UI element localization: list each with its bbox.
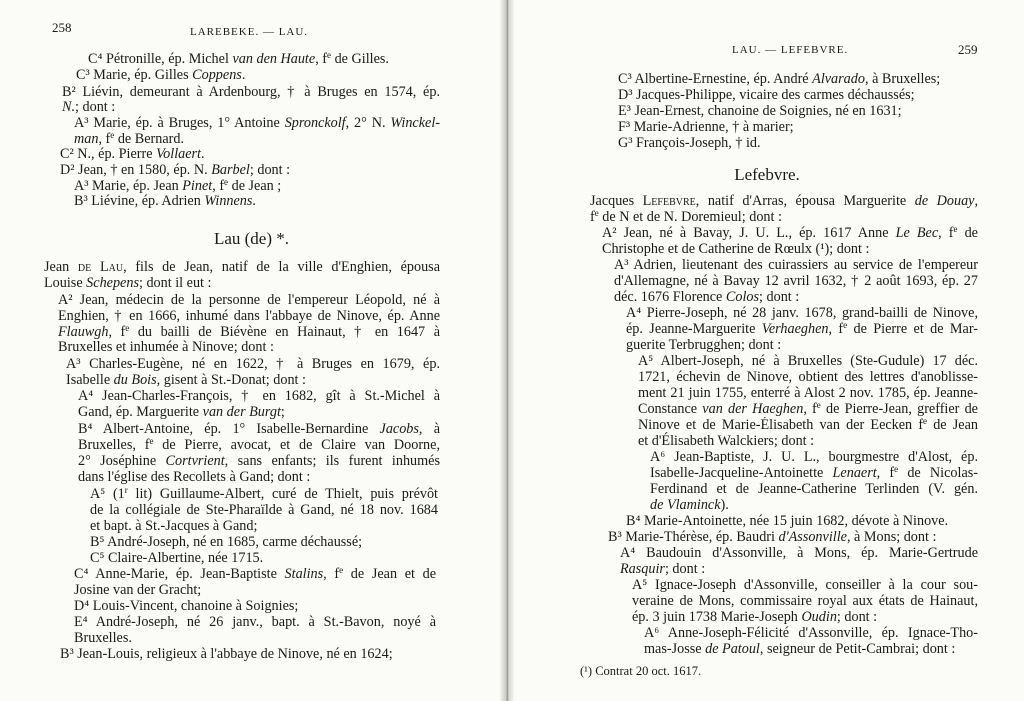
right-page	[510, 0, 1024, 701]
genealogy-line: A⁶ Anne-Joseph-Félicité d'Assonville, ép. Ignace-Tho-	[644, 625, 978, 641]
genealogy-line: B³ Liévine, ép. Adrien Winnens.	[74, 193, 256, 209]
genealogy-line: A⁴ Pierre-Joseph, né 28 janv. 1678, grand-bailli de Ninove,	[626, 305, 978, 321]
genealogy-line: A⁵ Albert-Joseph, né à Bruxelles (Ste-Gudule) 17 déc.	[638, 353, 978, 369]
genealogy-line: A³ Marie, ép. Jean Pinet, $f^e$ de Jean ;	[74, 177, 282, 194]
genealogy-line: Isabelle-Jacqueline-Antoinette Lenaert, $f^e$ de Nicolas-	[650, 465, 978, 481]
genealogy-line: E³ Jean-Ernest, chanoine de Soignies, né en 1631;	[618, 103, 902, 119]
genealogy-line: ép. 3 juin 1738 Marie-Joseph Oudin; dont :	[632, 609, 878, 625]
genealogy-line: man, $f^e$ de Bernard.	[74, 130, 184, 147]
genealogy-line: A³ Marie, ép. à Bruges, 1° Antoine Spronckolf, 2° N. Winckel-	[74, 115, 440, 131]
genealogy-line: F³ Marie-Adrienne, † à marier;	[618, 119, 794, 135]
genealogy-line: Flauwgh, $f^e$ du bailli de Biévène en Hainaut, † en 1647 à	[58, 324, 440, 340]
genealogy-line: B² Liévin, demeurant à Ardenbourg, † à Bruges en 1574, ép.	[62, 84, 440, 100]
genealogy-line: A² Jean, né à Bavay, J. U. L., ép. 1617 Anne Le Bec, $f^e$ de	[602, 225, 978, 241]
genealogy-line: Bruxelles.	[74, 630, 132, 646]
genealogy-line: B³ Jean-Louis, religieux à l'abbaye de Ninove, né en 1624;	[60, 646, 393, 662]
genealogy-line: Josine van der Gracht;	[74, 582, 202, 598]
genealogy-line: A³ Adrien, lieutenant des cuirassiers au service de l'empereur	[614, 257, 978, 273]
genealogy-line: A⁵ (1$^r$ lit) Guillaume-Albert, curé de Thielt, puis prévôt	[90, 486, 438, 502]
right-running-head: LAU. — LEFEBVRE.	[732, 44, 849, 56]
genealogy-line: A⁴ Baudouin d'Assonville, à Mons, ép. Marie-Gertrude	[620, 545, 978, 561]
genealogy-line: Isabelle du Bois, gisent à St.-Donat; dont :	[66, 372, 306, 388]
genealogy-line: Jean de Lau, fils de Jean, natif de la ville d'Enghien, épousa	[44, 259, 440, 275]
genealogy-line: C² N., ép. Pierre Vollaert.	[60, 146, 205, 162]
genealogy-line: A⁴ Jean-Charles-François, † en 1682, gît à St.-Michel à	[78, 388, 440, 404]
genealogy-line: mas-Josse de Patoul, seigneur de Petit-Cambrai; dont :	[644, 641, 956, 657]
genealogy-line: et d'Élisabeth Walckiers; dont :	[638, 433, 815, 449]
genealogy-line: C⁴ Anne-Marie, ép. Jean-Baptiste Stalins, $f^e$ de Jean et de	[74, 566, 436, 582]
genealogy-line: D² Jean, † en 1580, ép. N. Barbel; dont :	[60, 162, 291, 178]
section-title-lefebvre: Lefebvre.	[734, 165, 800, 184]
genealogy-line: 2° Joséphine Cortvrient, sans enfants; ils furent inhumés	[78, 453, 440, 469]
genealogy-line: d'Allemagne, né à Bavay 12 avril 1632, † 2 août 1693, ép. 27	[614, 273, 978, 289]
genealogy-line: 1721, échevin de Ninove, obtient des lettres d'anoblisse-	[638, 369, 978, 385]
left-page	[0, 0, 503, 701]
section-title-lau: Lau (de) *.	[213, 229, 290, 248]
genealogy-line: Bruxelles et inhumée à Ninove; dont :	[58, 339, 274, 355]
genealogy-line: Louise Schepens; dont il eut :	[44, 275, 212, 291]
genealogy-line: A⁵ Ignace-Joseph d'Assonville, conseiller à la cour sou-	[632, 577, 978, 593]
genealogy-line: B⁵ André-Joseph, né en 1685, carme déchaussé;	[90, 534, 363, 550]
genealogy-line: guerite Terbrugghen; dont :	[626, 337, 782, 353]
genealogy-line: et bapt. à St.-Jacques à Gand;	[90, 518, 258, 534]
genealogy-line: Gand, ép. Marguerite van der Burgt;	[78, 404, 285, 420]
right-page-number: 259	[958, 42, 978, 57]
genealogy-line: veraine de Mons, commissaire royal aux états de Hainaut,	[632, 593, 978, 609]
genealogy-line: C⁵ Claire-Albertine, née 1715.	[90, 550, 264, 566]
genealogy-line: A³ Charles-Eugène, né en 1622, † à Bruges en 1679, ép.	[66, 356, 440, 372]
genealogy-line: A⁶ Jean-Baptiste, J. U. L., bourgmestre d'Alost, ép.	[650, 449, 978, 465]
genealogy-line: B⁴ Albert-Antoine, ép. 1° Isabelle-Bernardine Jacobs, à	[78, 421, 440, 437]
genealogy-line: de la collégiale de Ste-Pharaïlde à Gand, né 18 nov. 1684	[90, 502, 438, 518]
genealogy-line: Ninove et de Marie-Élisabeth van der Eecken $f^e$ de Jean	[638, 417, 978, 433]
genealogy-line: de Vlaminck).	[650, 497, 729, 513]
genealogy-line: D⁴ Louis-Vincent, chanoine à Soignies;	[74, 598, 299, 614]
genealogy-line: N.; dont :	[62, 99, 116, 115]
genealogy-line: Bruxelles, $f^e$ de Pierre, avocat, et de Claire van Doorne,	[78, 437, 440, 453]
genealogy-line: ép. Jeanne-Marguerite Verhaeghen, $f^e$ de Pierre et de Mar-	[626, 321, 978, 337]
genealogy-line: D³ Jacques-Philippe, vicaire des carmes déchaussés;	[618, 87, 915, 103]
footnote: (¹) Contrat 20 oct. 1617.	[580, 664, 702, 678]
genealogy-line: E⁴ André-Joseph, né 26 janv., bapt. à St.-Bavon, noyé à	[74, 614, 436, 630]
genealogy-line: ment 21 juin 1755, enterré à Alost 2 nov. 1785, ép. Jeanne-	[638, 385, 978, 401]
genealogy-line: Enghien, † en 1666, inhumé dans l'abbaye de Ninove, ép. Anne	[58, 308, 440, 324]
genealogy-line: Constance van der Haeghen, $f^e$ de Pierre-Jean, greffier de	[638, 401, 978, 417]
genealogy-line: C³ Albertine-Ernestine, ép. André Alvarado, à Bruxelles;	[618, 71, 941, 87]
genealogy-line: Christophe et de Catherine de Rœulx (¹); dont :	[602, 241, 870, 257]
left-running-head: LAREBEKE. — LAU.	[190, 26, 309, 38]
genealogy-line: B⁴ Marie-Antoinette, née 15 juin 1682, dévote à Ninove.	[626, 513, 949, 529]
genealogy-line: B³ Marie-Thérèse, ép. Baudri d'Assonville, à Mons; dont :	[608, 529, 937, 545]
genealogy-line: Jacques Lefebvre, natif d'Arras, épousa Marguerite de Douay,	[590, 193, 978, 209]
left-page-number: 258	[52, 20, 72, 35]
genealogy-line: dans l'église des Recollets à Gand; dont :	[78, 469, 311, 485]
genealogy-line: $f^e$ de N et de N. Doremieul; dont :	[590, 208, 782, 225]
genealogy-line: Rasquir; dont :	[620, 561, 706, 577]
genealogy-line: A² Jean, médecin de la personne de l'empereur Léopold, né à	[58, 292, 440, 308]
genealogy-line: C⁴ Pétronille, ép. Michel van den Haute, $f^e$ de Gilles.	[88, 50, 389, 67]
genealogy-line: G³ François-Joseph, † id.	[618, 135, 761, 151]
genealogy-line: Ferdinand et de Jeanne-Catherine Terlinden (V. gén.	[650, 481, 978, 497]
genealogy-line: déc. 1676 Florence Colos; dont :	[614, 289, 800, 305]
genealogy-line: C³ Marie, ép. Gilles Coppens.	[76, 67, 246, 83]
